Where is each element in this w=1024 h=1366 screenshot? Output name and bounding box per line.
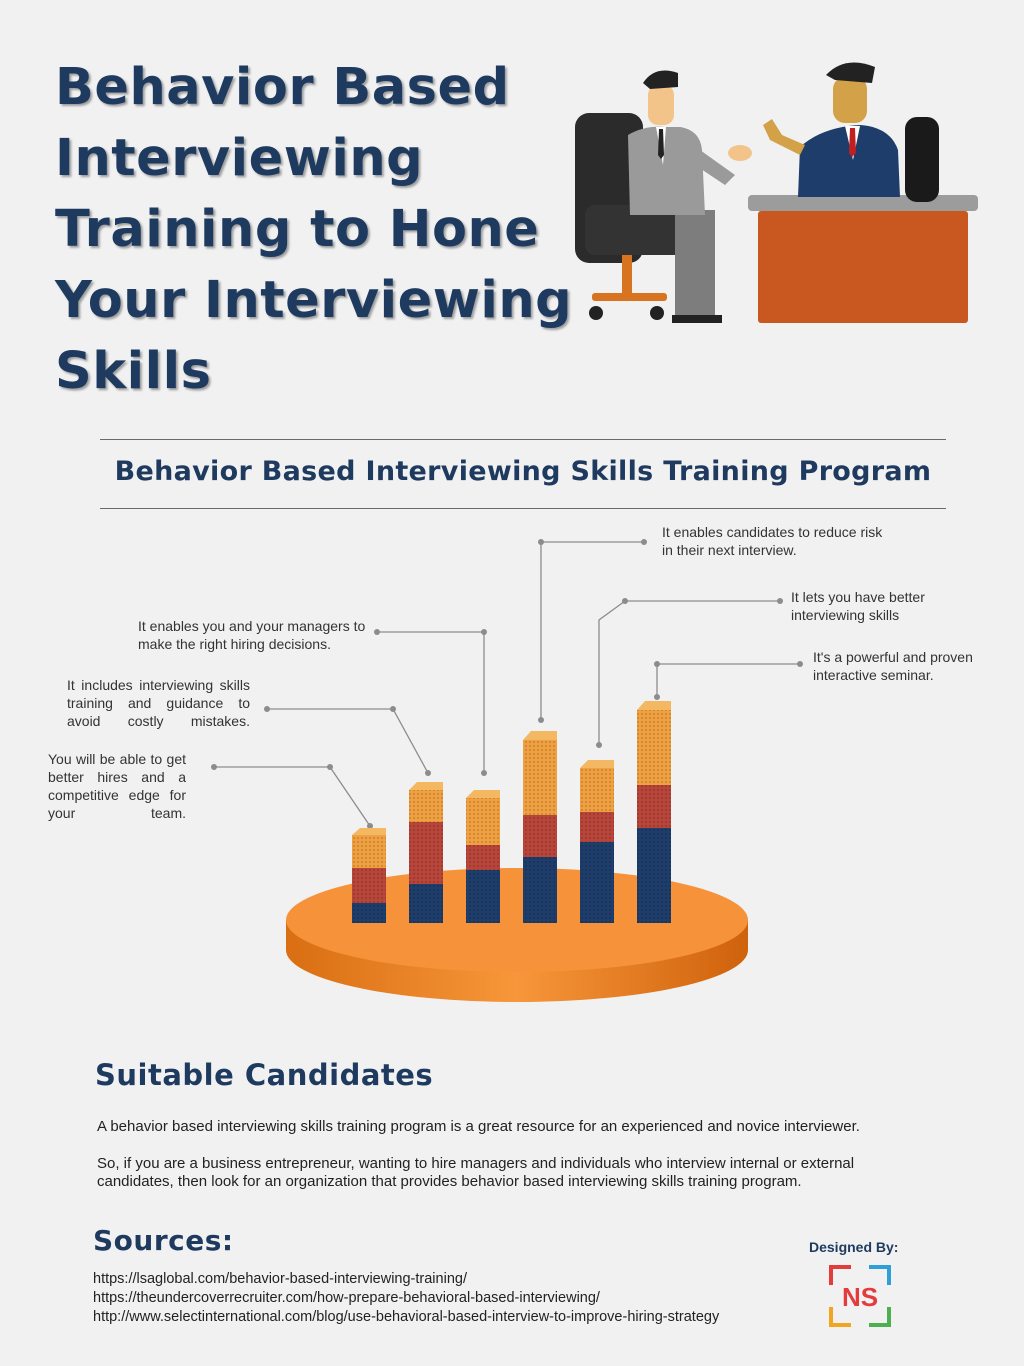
candidates-paragraph-1: A behavior based interviewing skills training program is a great resource for an experienced and novice interviewer.	[97, 1118, 860, 1135]
title-line-4: Your Interviewing	[55, 271, 573, 330]
svg-text:NS: NS	[841, 1282, 879, 1312]
callout-connectors	[214, 542, 800, 826]
source-link[interactable]: https://theundercoverrecruiter.com/how-prepare-behavioral-based-interviewing/	[93, 1290, 600, 1306]
title-line-3: Training to Hone	[55, 200, 540, 259]
candidates-heading: Suitable Candidates	[95, 1058, 434, 1092]
connector-1	[214, 767, 370, 826]
source-link[interactable]: http://www.selectinternational.com/blog/use-behavioral-based-interview-to-improve-hiring-strategy	[93, 1309, 720, 1325]
callout-text-2: It includes interviewing skills training and guidance to avoid costly mistakes.	[67, 677, 250, 729]
connector-3	[377, 632, 484, 773]
bar-4	[523, 731, 557, 923]
callout-text-4: It enables candidates to reduce risk in their next interview.	[662, 524, 883, 558]
connector-2	[267, 709, 428, 773]
connector-5	[599, 601, 780, 745]
callout-text-6: It's a powerful and proven interactive seminar.	[813, 649, 973, 683]
bar-2	[409, 782, 443, 923]
bar-6	[637, 701, 671, 923]
bar-5	[580, 760, 614, 923]
sources-list	[93, 1270, 719, 1327]
connector-4	[541, 542, 644, 720]
bar-1	[352, 828, 386, 923]
connector-dots	[211, 539, 803, 829]
source-link[interactable]: https://lsaglobal.com/behavior-based-interviewing-training/	[93, 1271, 467, 1287]
title-line-2: Interviewing	[55, 129, 424, 188]
designed-by-label: Designed By:	[809, 1239, 899, 1255]
callout-text-1: You will be able to get better hires and a competitive edge for your team.	[48, 751, 186, 821]
connector-6	[657, 664, 800, 697]
title-line-1: Behavior Based	[55, 58, 510, 117]
title-line-5: Skills	[55, 342, 212, 401]
candidates-paragraph-2: So, if you are a business entrepreneur, wanting to hire managers and individuals who interview internal or external candidates, then look for an organization that provides behavior based interviewing skills training program.	[97, 1155, 855, 1190]
callout-text-3: It enables you and your managers to make the right hiring decisions.	[138, 618, 366, 652]
callout-text-5: It lets you have better interviewing skills	[791, 589, 925, 623]
bar-3	[466, 790, 500, 923]
sources-heading: Sources:	[93, 1224, 234, 1257]
ns-logo-icon	[829, 1265, 891, 1327]
program-title: Behavior Based Interviewing Skills Training Program	[114, 456, 932, 487]
